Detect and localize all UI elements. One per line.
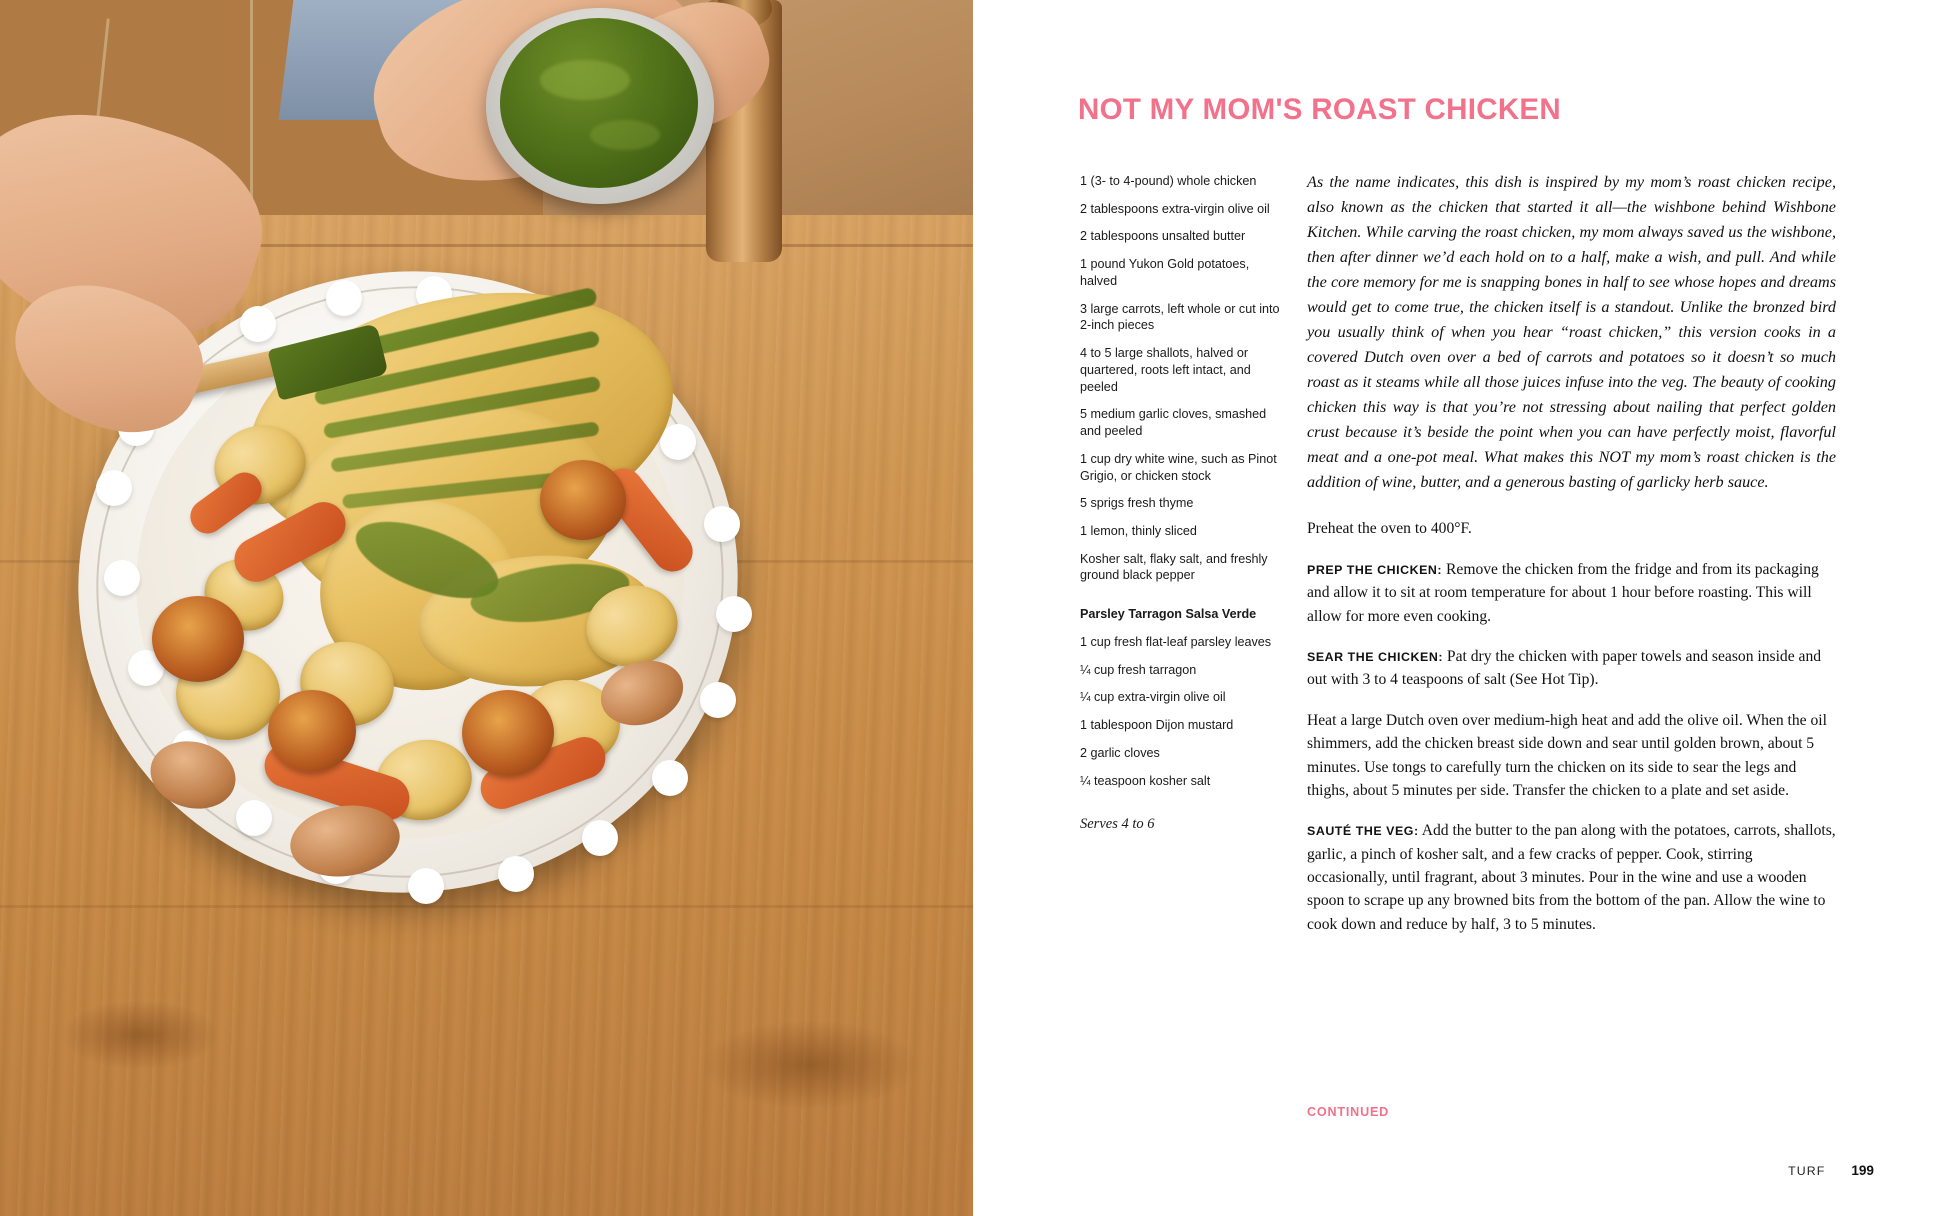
platter-scallop — [96, 470, 132, 506]
platter-scallop — [240, 306, 276, 342]
step-text: Pat dry the chicken with paper towels and season inside and out with 3 to 4 teaspoons of salt (See Hot Tip). — [1307, 647, 1822, 689]
charred-lemon-slice — [152, 596, 244, 682]
ingredient-item: 5 sprigs fresh thyme — [1080, 496, 1194, 511]
recipe-step — [1307, 558, 1836, 628]
step-label: SEAR THE CHICKEN: — [1307, 649, 1444, 664]
platter-scallop — [326, 280, 362, 316]
platter-scallop — [408, 868, 444, 904]
platter-scallop — [704, 506, 740, 542]
recipe-step — [1307, 709, 1836, 803]
page-title: NOT MY MOM'S ROAST CHICKEN — [1078, 92, 1561, 126]
folio — [1788, 1163, 1874, 1178]
continued-label: CONTINUED — [1307, 1105, 1390, 1119]
step-label: SAUTÉ THE VEG: — [1307, 824, 1419, 839]
ingredient-item: 5 medium garlic cloves, smashed and peeled — [1080, 407, 1267, 439]
ingredient-item: 1 pound Yukon Gold potatoes, halved — [1080, 257, 1250, 288]
ingredient-item: 2 tablespoons unsalted butter — [1080, 229, 1246, 244]
platter-scallop — [104, 560, 140, 596]
platter-scallop — [582, 820, 618, 856]
wood-knot — [700, 1020, 920, 1110]
platter-scallop — [652, 760, 688, 796]
platter-scallop — [236, 800, 272, 836]
platter-scallop — [716, 596, 752, 632]
ingredient-item: ¼ cup fresh tarragon — [1080, 662, 1197, 677]
step-text: Remove the chicken from the fridge and from its packaging and allow it to sit at room temperature for about 1 hour before roasting. This will allow for more even cooking. — [1307, 560, 1819, 625]
serves-note: Serves 4 to 6 — [1080, 816, 1155, 833]
step-text: Heat a large Dutch oven over medium-high heat and add the olive oil. When the oil shimmers, add the chicken breast side down and sear until golden brown, about 5 minutes. Use tongs to carefully turn the chicken on its side to sear the legs and thighs, about 5 minutes per side. Transfer the chicken to a plate and set aside. — [1307, 711, 1827, 799]
platter-scallop — [498, 856, 534, 892]
charred-lemon-slice — [268, 690, 356, 772]
ingredient-item: ¼ teaspoon kosher salt — [1080, 773, 1211, 788]
ingredient-item: 3 large carrots, left whole or cut into 2-inch pieces — [1080, 301, 1280, 333]
ingredient-item: 2 garlic cloves — [1080, 745, 1160, 760]
folio-section-label: TURF — [1788, 1164, 1826, 1178]
charred-lemon-slice — [462, 690, 554, 776]
recipe-body-column — [1307, 170, 1836, 953]
pesto-sauce — [500, 18, 698, 188]
pesto-swirl — [590, 120, 660, 150]
ingredient-item: 1 cup fresh flat-leaf parsley leaves — [1080, 634, 1272, 649]
step-text: Add the butter to the pan along with the potatoes, carrots, shallots, garlic, a pinch of kosher salt, and a few cracks of pepper. Cook, stirring occasionally, until fragrant, about 3 minutes. Pour in the wine and use a wooden spoon to scrape up any browned bits from the bottom of the pan. Allow the wine to cook down and reduce by half, 3 to 5 minutes. — [1307, 822, 1836, 933]
recipe-step — [1307, 819, 1836, 936]
ingredient-item: 2 tablespoons extra-virgin olive oil — [1080, 201, 1270, 216]
ingredient-item: Kosher salt, flaky salt, and freshly ground black pepper — [1080, 551, 1268, 583]
wood-seam — [0, 905, 973, 908]
wood-knot — [60, 1000, 220, 1070]
ingredient-item: ¼ cup extra-virgin olive oil — [1080, 690, 1226, 705]
platter-scallop — [700, 682, 736, 718]
recipe-step — [1307, 645, 1836, 692]
recipe-step — [1307, 517, 1836, 540]
folio-page-number: 199 — [1851, 1163, 1874, 1178]
ingredients-column — [1080, 173, 1287, 835]
step-text: Preheat the oven to 400°F. — [1307, 520, 1472, 538]
pesto-swirl — [540, 60, 630, 100]
platter-scallop — [660, 424, 696, 460]
ingredient-item: 1 cup dry white wine, such as Pinot Grigio, or chicken stock — [1080, 451, 1277, 483]
ingredient-item: 1 tablespoon Dijon mustard — [1080, 718, 1234, 733]
ingredient-item: 1 lemon, thinly sliced — [1080, 524, 1197, 539]
ingredients-subheading: Parsley Tarragon Salsa Verde — [1080, 607, 1257, 622]
ingredient-item: 4 to 5 large shallots, halved or quartered, roots left intact, and peeled — [1080, 346, 1251, 394]
recipe-text-page — [973, 0, 1946, 1216]
step-label: PREP THE CHICKEN: — [1307, 562, 1443, 577]
ingredient-item: 1 (3- to 4-pound) whole chicken — [1080, 174, 1257, 188]
headnote: As the name indicates, this dish is inspired by my mom’s roast chicken recipe, also known as the chicken that started it all—the wishbone behind Wishbone Kitchen. While carving the roast chicken, my mom always saved us the wishbone, then after dinner we’d each hold on to a half, make a wish, and pull. And while the core memory for me is snapping bones in half to see whose hopes and dreams would get to come true, the chicken itself is a standout. Unlike the bronzed bird you usually think of when you hear “roast chicken,” this version cooks in a covered Dutch oven over a bed of carrots and potatoes so it doesn’t so much roast as it steams while all those juices infuse into the veg. The beauty of cooking chicken this way is that you’re not stressing about nailing that perfect golden crust because it’s beside the point when you can have perfectly moist, flavorful meat and a one-pot meal. What makes this NOT my mom’s roast chicken is the addition of wine, butter, and a generous basting of garlicky herb sauce. — [1307, 173, 1836, 492]
charred-lemon-slice — [540, 460, 626, 540]
